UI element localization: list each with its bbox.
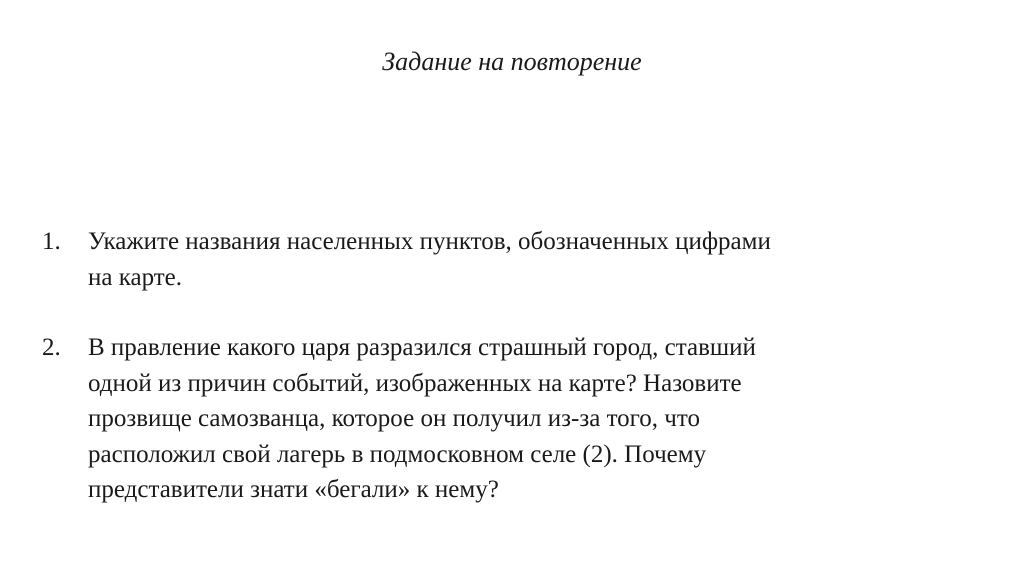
task-text-line: одной из причин событий, изображенных на карте? Назовите [88, 369, 742, 397]
task-text-line: прозвище самозванца, которое он получил из-за того, что [88, 405, 700, 432]
task-text-line: расположил свой лагерь в подмосковном селе (2). Почему [88, 440, 707, 468]
task-number: 2. [42, 334, 61, 361]
task-text-line: В правление какого царя разразился страшный город, ставший [88, 334, 756, 361]
task-text-line: на карте. [88, 263, 183, 291]
task-list [42, 224, 922, 508]
task-number: 1. [42, 228, 61, 255]
slide-title: Задание на повторение [382, 47, 642, 76]
task-text-line: представители знати «бегали» к нему? [88, 476, 499, 503]
task-text-line: Укажите названия населенных пунктов, обозначенных цифрами [88, 228, 771, 255]
task-item [42, 330, 922, 508]
task-item [42, 224, 922, 295]
